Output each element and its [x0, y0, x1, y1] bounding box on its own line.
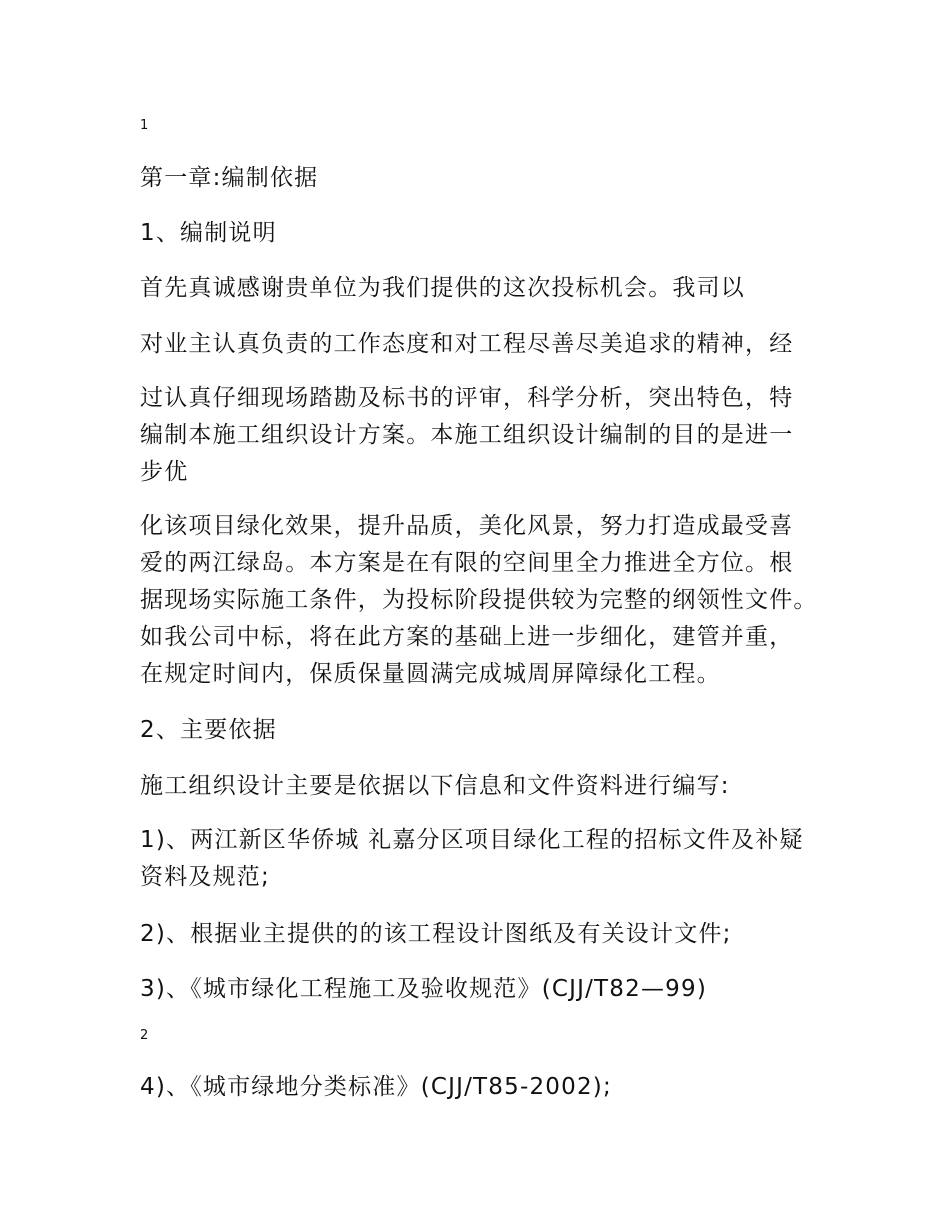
paragraph-line: 首先真诚感谢贵单位为我们提供的这次投标机会。我司以	[140, 275, 745, 301]
paragraph-line: 在规定时间内，保质保量圆满完成城周屏障绿化工程。	[140, 661, 721, 687]
paragraph-line: 爱的两江绿岛。本方案是在有限的空间里全力推进全方位。根	[140, 550, 794, 576]
list-item	[140, 822, 820, 896]
paragraph-line: 编制本施工组织设计方案。本施工组织设计编制的目的是进一	[140, 422, 794, 448]
paragraph-line: 如我公司中标，将在此方案的基础上进一步细化，建管并重，	[140, 624, 794, 650]
section-heading-1: 1、编制说明	[140, 220, 277, 246]
chapter-title: 第一章:编制依据	[140, 165, 319, 191]
paragraph-block	[140, 380, 820, 491]
paragraph-line: 化该项目绿化效果，提升品质，美化风景，努力打造成最受喜	[140, 513, 794, 539]
section-heading-2: 2、主要依据	[140, 717, 277, 743]
page-number: 2	[140, 1028, 149, 1043]
list-item-line: 资料及规范;	[140, 864, 270, 890]
paragraph-line: 过认真仔细现场踏勘及标书的评审，科学分析，突出特色，特	[140, 385, 794, 411]
list-item-line: 1)、两江新区华侨城 礼嘉分区项目绿化工程的招标文件及补疑	[140, 827, 804, 853]
list-item: 3)、《城市绿化工程施工及验收规范》(CJJ/T82—99)	[140, 976, 708, 1002]
paragraph-block	[140, 508, 820, 693]
list-item: 2)、根据业主提供的的该工程设计图纸及有关设计文件;	[140, 921, 732, 947]
page-number: 1	[140, 118, 149, 133]
paragraph-line: 据现场实际施工条件，为投标阶段提供较为完整的纲领性文件。	[140, 587, 818, 613]
paragraph-line: 步优	[140, 459, 189, 485]
list-item: 4)、《城市绿地分类标准》(CJJ/T85-2002);	[140, 1074, 612, 1100]
paragraph-line: 施工组织设计主要是依据以下信息和文件资料进行编写:	[140, 773, 730, 799]
paragraph-line: 对业主认真负责的工作态度和对工程尽善尽美追求的精神，经	[140, 331, 794, 357]
